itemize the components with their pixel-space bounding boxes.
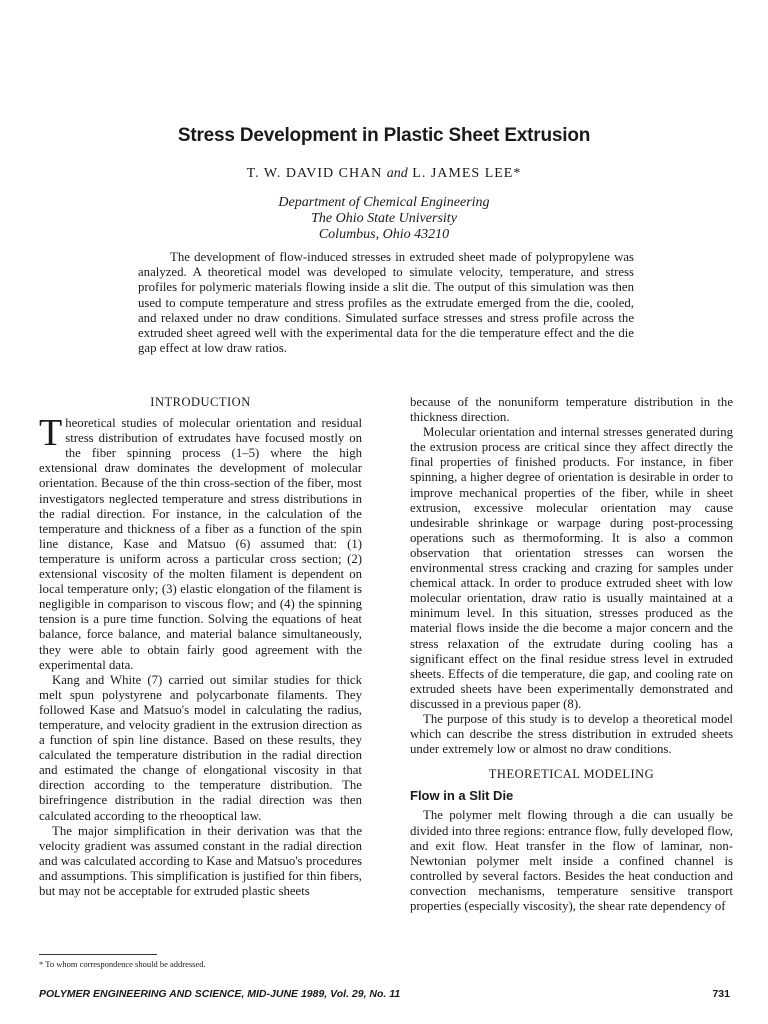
right-column: [410, 395, 733, 914]
left-column: [39, 395, 362, 899]
theory-paragraph-1: The polymer melt flowing through a die can usually be divided into three regions: entrance flow, fully developed flow, and exit flow. Heat transfer in the flow of laminar, non-Newtonian polymer melt inside a confined channel is controlled by several factors. Besides the heat conduction and convection mechanisms, temperature sensitive transport properties (especially viscosity), the shear rate dependency of: [410, 808, 733, 913]
affiliation-department: Department of Chemical Engineering: [278, 195, 490, 210]
intro-paragraph-2: Kang and White (7) carried out similar studies for thick melt spun polystyrene and polycarbonate filaments. They followed Kase and Matsuo's model in calculating the radius, temperature, and velocity gradient in the extrusion direction as a function of spin line distance. Based on these results, they calculated the temperature distribution in the radial direction and estimated the change of elongational viscosity in that direction according to the temperature distribution. The birefringence distribution in the radial direction was then calculated according to the rheooptical law.: [39, 672, 362, 823]
intro-paragraph-3: The major simplification in their derivation was that the velocity gradient was assumed constant in the radial direction and was calculated according to Kase and Matsuo's procedures and assumptions. This simplification is justified for thin fibers, but may not be acceptable for extruded plastic sheets: [39, 823, 362, 898]
affiliation: [0, 195, 768, 243]
affiliation-university: The Ohio State University: [311, 211, 457, 226]
journal-citation: POLYMER ENGINEERING AND SCIENCE, MID-JUNE 1989, Vol. 29, No. 11: [39, 988, 401, 1000]
author-line: [0, 166, 768, 182]
author-chan: T. W. DAVID CHAN: [246, 166, 383, 181]
intro-paragraph-5: The purpose of this study is to develop a theoretical model which can describe the stress distribution in extruded sheets under extremely low or almost no draw conditions.: [410, 711, 733, 757]
article-title: Stress Development in Plastic Sheet Extrusion: [177, 125, 591, 146]
page-number: 731: [712, 988, 730, 1000]
intro-paragraph-3-continued: because of the nonuniform temperature distribution in the thickness direction.: [410, 395, 733, 425]
correspondence-footnote: * To whom correspondence should be addressed.: [39, 959, 206, 969]
author-lee: L. JAMES LEE*: [412, 166, 522, 181]
intro-paragraph-1: [39, 412, 362, 673]
footnote-rule: [39, 954, 157, 955]
introduction-heading: INTRODUCTION: [150, 395, 251, 409]
flow-slit-die-heading: Flow in a Slit Die: [410, 788, 514, 804]
theory-heading: THEORETICAL MODELING: [488, 767, 655, 782]
affiliation-city: Columbus, Ohio 43210: [318, 227, 450, 242]
intro-paragraph-4: Molecular orientation and internal stresses generated during the extrusion process are critical since they affect directly the final properties of finished products. For instance, in fiber spinning, a higher degree of orientation is desirable in order to improve mechanical properties of the fiber, while in sheet extrusion, excessive molecular orientation may cause undesirable shrinkage or warpage during post-processing operations such as thermoforming. It is also a common observation that orientation stresses can worsen the environmental stress cracking and crazing for samples under chemical attack. In order to produce extruded sheet with low molecular orientation, draw ratio is usually maintained at a minimum level. In this situation, stresses produced as the material flows inside the die become a major concern and the stress relaxation of the extrudate during cooling has a significant effect on the final residue stress level in extruded sheets. Effects of die temperature, die gap, and cooling rate on extruded sheets have been experimentally demonstrated and discussed in a previous paper (8).: [410, 425, 733, 711]
drop-cap: T: [39, 412, 63, 455]
intro-paragraph-1-text: heoretical studies of molecular orientation and residual stress distribution of extrudates have focused mostly on the fiber spinning process (1–5) where the high extensional draw dominates the development of molecular orientation. Because of the thin cross-section of the fiber, most investigators neglected temperature and stress distributions in the radial direction. For instance, in the calculation of the temperature and thickness of a fiber as a function of the spin line distance, Kase and Matsuo (6) assumed that: (1) temperature is uniform across a particular cross section; (2) extensional viscosity of the molten filament is dependent on local temperature only; (3) elastic elongation of the filament is negligible in comparison to viscous flow; and (4) the spinning tension is a pure time function. Solving the equations of heat balance, force balance, and material balance simultaneously, they were able to obtain fairly good agreement with the experimental data.: [39, 416, 362, 672]
author-conjunction: and: [386, 166, 408, 181]
abstract: The development of flow-induced stresses in extruded sheet made of polypropylene was analyzed. A theoretical model was developed to simulate velocity, temperature, and stress profiles for polymeric materials flowing inside a slit die. The output of this simulation was then used to compute temperature and stress profiles as the extrudate emerged from the die, cooled, and relaxed under no draw conditions. Simulated surface stresses and stress profile across the extruded sheet agreed well with the experimental data for the die temperature effect and the die gap effect at low draw ratios.: [138, 250, 634, 356]
